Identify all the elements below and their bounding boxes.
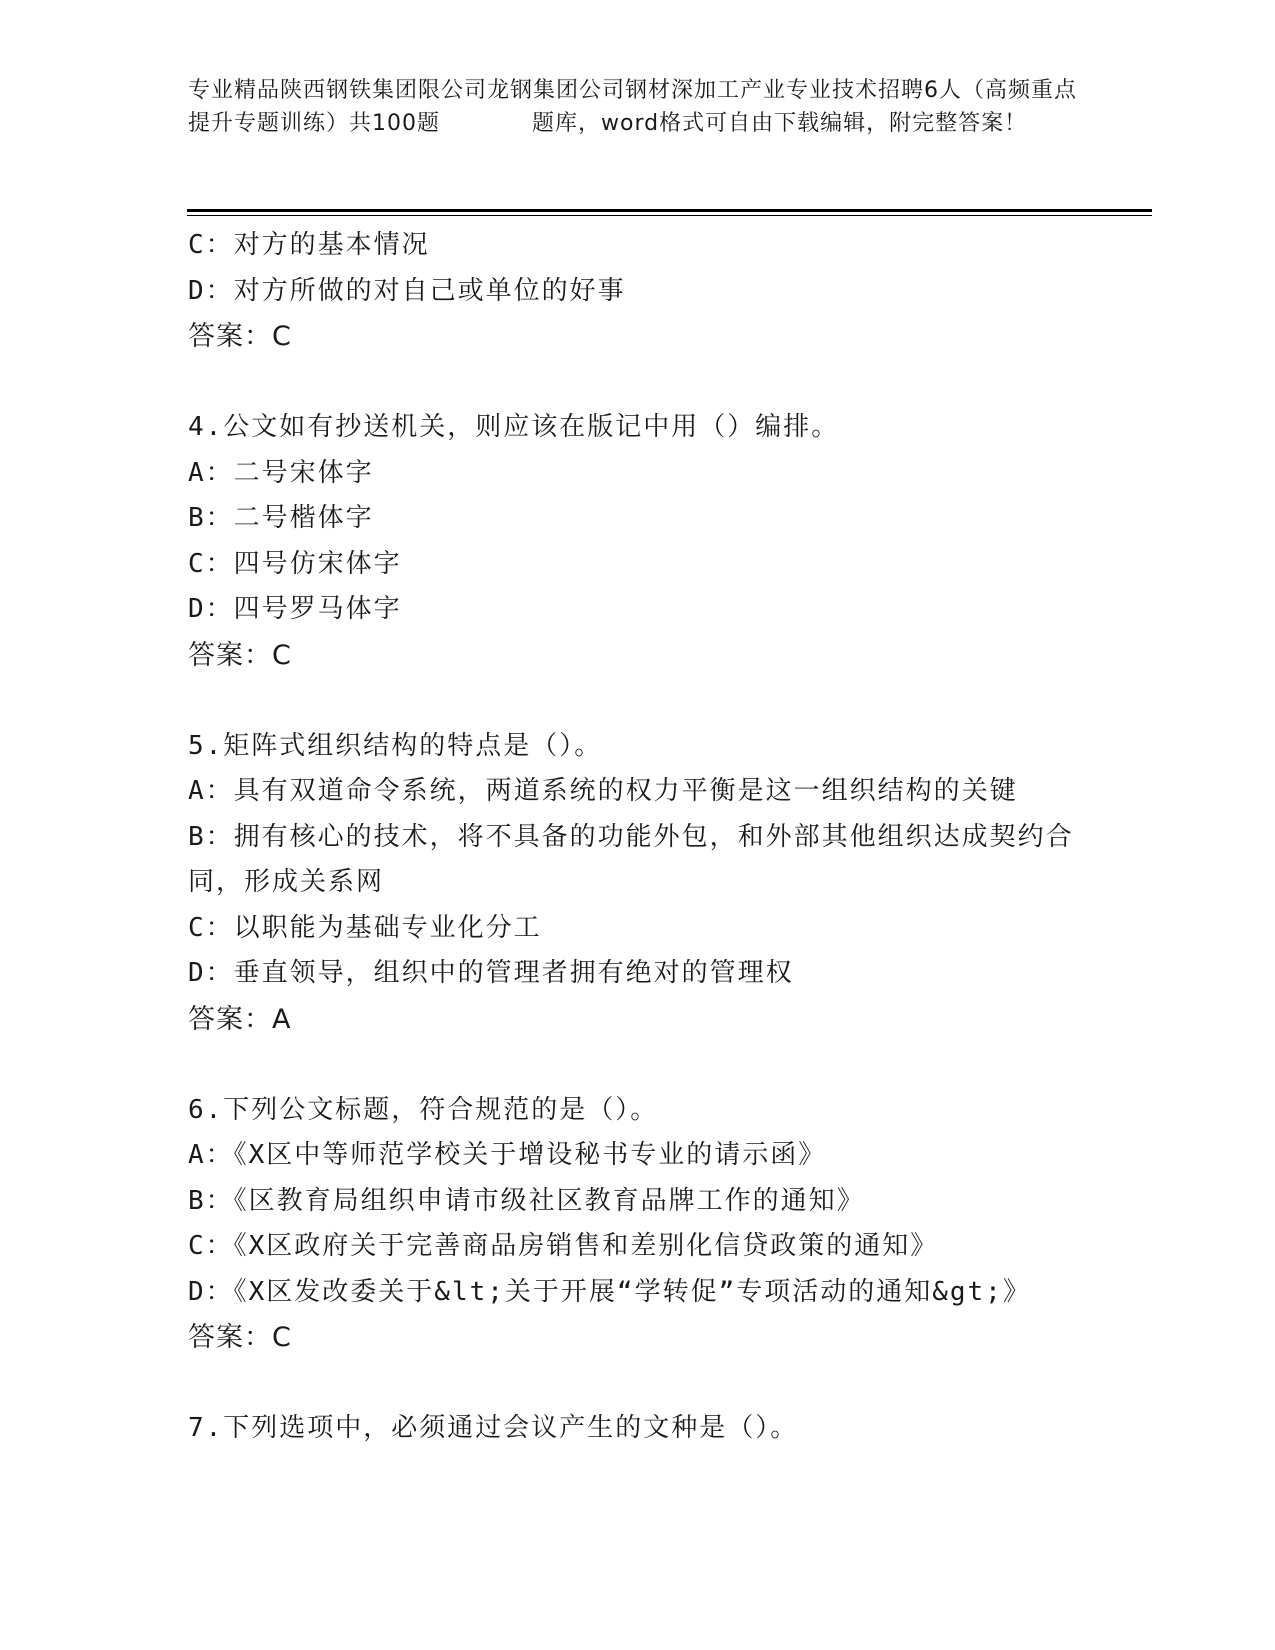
- header-rule-thick: [187, 209, 1152, 212]
- question-stem: 6.下列公文标题，符合规范的是（）。: [188, 1094, 659, 1125]
- answer: 答案：C: [188, 321, 292, 352]
- option-a: A：二号宋体字: [188, 457, 374, 488]
- option-a: A：具有双道命令系统，两道系统的权力平衡是这一组织结构的关键: [188, 776, 1018, 806]
- document-header: 专业精品陕西钢铁集团限公司龙钢集团公司钢材深加工产业专业技术招聘6人（高频重点提升专题训练）共100题 题库，word格式可自由下载编辑，附完整答案！: [188, 78, 1077, 136]
- option-d: D：四号罗马体字: [188, 594, 402, 624]
- question-4: [188, 405, 1088, 678]
- spacer: [188, 1042, 1088, 1088]
- header-rule-thin: [187, 215, 1152, 216]
- question-list: [188, 223, 1088, 1452]
- option-b: B：拥有核心的技术，将不具备的功能外包，和外部其他组织达成契约合同，形成关系网: [188, 821, 1074, 897]
- question-5: [188, 724, 1088, 1043]
- question-3: [188, 223, 1088, 360]
- option-d: D：《X区发改委关于&lt;关于开展“学转促”专项活动的通知&gt;》: [188, 1276, 1031, 1307]
- question-stem: 7.下列选项中，必须通过会议产生的文种是（）。: [188, 1413, 799, 1443]
- option-a: A：《X区中等师范学校关于增设秘书专业的请示函》: [188, 1140, 827, 1170]
- spacer: [188, 678, 1088, 724]
- answer: 答案：C: [188, 1322, 292, 1353]
- answer: 答案：A: [188, 1003, 292, 1035]
- question-stem: 5.矩阵式组织结构的特点是（）。: [188, 730, 603, 761]
- option-d: D：对方所做的对自己或单位的好事: [188, 275, 626, 306]
- spacer: [188, 1361, 1088, 1407]
- option-c: C：四号仿宋体字: [188, 548, 402, 579]
- option-c: C：对方的基本情况: [188, 230, 430, 260]
- option-b: B：《区教育局组织申请市级社区教育品牌工作的通知》: [188, 1185, 865, 1216]
- option-c: C：以职能为基础专业化分工: [188, 912, 542, 943]
- question-7: [188, 1406, 1088, 1452]
- question-stem: 4.公文如有抄送机关，则应该在版记中用（）编排。: [188, 412, 840, 442]
- answer: 答案：C: [188, 639, 292, 671]
- spacer: [188, 360, 1088, 406]
- option-d: D：垂直领导，组织中的管理者拥有绝对的管理权: [188, 958, 794, 988]
- option-b: B：二号楷体字: [188, 503, 374, 533]
- option-c: C：《X区政府关于完善商品房销售和差别化信贷政策的通知》: [188, 1231, 939, 1261]
- question-6: [188, 1088, 1088, 1361]
